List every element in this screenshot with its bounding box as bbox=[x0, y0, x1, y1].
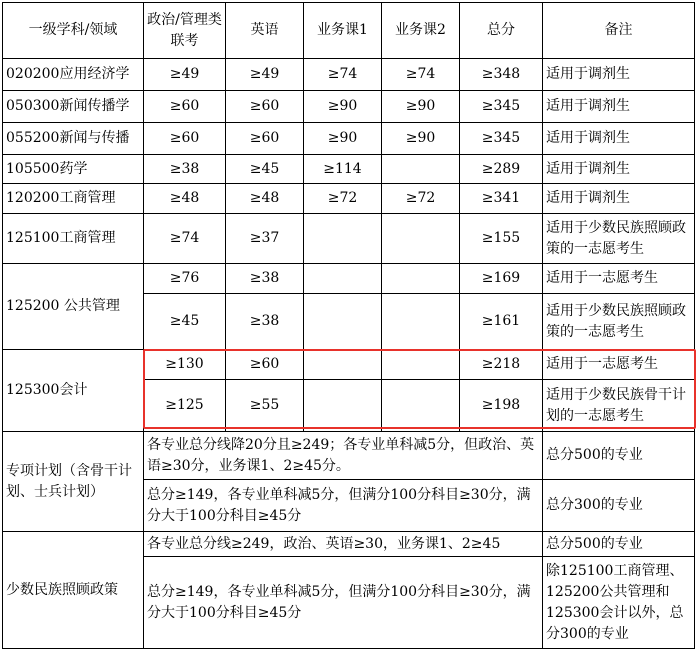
rule-cell: 总分≥149，各专业单科减5分，但满分100分科目≥30分，满分大于100分科目≥45分 bbox=[144, 557, 543, 649]
score-cell: ≥37 bbox=[226, 214, 304, 264]
note-cell: 适用于调剂生 bbox=[543, 184, 695, 214]
subject-cell: 105500药学 bbox=[3, 155, 144, 184]
total-cell: ≥161 bbox=[460, 294, 543, 350]
empty-cell bbox=[382, 380, 460, 432]
rule-cell: 各专业总分线≥249，政治、英语≥30，业务课1、2≥45 bbox=[144, 532, 543, 557]
header-course2: 业务课2 bbox=[382, 3, 460, 59]
score-cell: ≥90 bbox=[304, 91, 382, 123]
header-total: 总分 bbox=[460, 3, 543, 59]
note-cell: 除125100工商管理、125200公共管理和125300会计以外，总分300的专业 bbox=[543, 557, 695, 649]
table-row bbox=[3, 350, 695, 380]
table-row bbox=[3, 123, 695, 155]
score-cell: ≥60 bbox=[226, 123, 304, 155]
subject-cell: 专项计划（含骨干计划、士兵计划） bbox=[3, 432, 144, 532]
total-cell: ≥341 bbox=[460, 184, 543, 214]
score-cell: ≥60 bbox=[144, 91, 226, 123]
note-cell: 总分300的专业 bbox=[543, 480, 695, 532]
total-cell: ≥345 bbox=[460, 91, 543, 123]
total-cell: ≥169 bbox=[460, 264, 543, 294]
score-cell: ≥72 bbox=[304, 184, 382, 214]
total-cell: ≥218 bbox=[460, 350, 543, 380]
subject-cell: 125300会计 bbox=[3, 350, 144, 432]
table-row bbox=[3, 155, 695, 184]
table-row bbox=[3, 59, 695, 91]
subject-cell: 020200应用经济学 bbox=[3, 59, 144, 91]
score-cell bbox=[304, 214, 382, 264]
empty-cell bbox=[304, 264, 382, 294]
score-cell: ≥60 bbox=[226, 91, 304, 123]
empty-cell bbox=[382, 294, 460, 350]
table-row bbox=[3, 184, 695, 214]
note-cell: 适用于一志愿考生 bbox=[543, 350, 695, 380]
score-cell: ≥74 bbox=[304, 59, 382, 91]
header-note: 备注 bbox=[543, 3, 695, 59]
score-cell: ≥38 bbox=[144, 155, 226, 184]
score-cell: ≥76 bbox=[144, 264, 226, 294]
score-cell: ≥49 bbox=[144, 59, 226, 91]
empty-cell bbox=[304, 380, 382, 432]
score-cell: ≥72 bbox=[382, 184, 460, 214]
table-row bbox=[3, 264, 695, 294]
note-cell: 适用于一志愿考生 bbox=[543, 264, 695, 294]
header-subject: 一级学科/领域 bbox=[3, 3, 144, 59]
score-cell: ≥38 bbox=[226, 294, 304, 350]
header-english: 英语 bbox=[226, 3, 304, 59]
score-cell: ≥60 bbox=[226, 350, 304, 380]
subject-cell: 055200新闻与传播 bbox=[3, 123, 144, 155]
note-cell: 适用于调剂生 bbox=[543, 123, 695, 155]
score-cell: ≥48 bbox=[226, 184, 304, 214]
note-cell: 适用于少数民族照顾政策的一志愿考生 bbox=[543, 294, 695, 350]
header-politics: 政治/管理类联考 bbox=[144, 3, 226, 59]
score-cell bbox=[382, 155, 460, 184]
score-cell: ≥45 bbox=[226, 155, 304, 184]
table-row bbox=[3, 91, 695, 123]
score-cell: ≥125 bbox=[144, 380, 226, 432]
subject-cell: 125200 公共管理 bbox=[3, 264, 144, 350]
score-cell bbox=[382, 214, 460, 264]
score-cell: ≥38 bbox=[226, 264, 304, 294]
score-cell: ≥130 bbox=[144, 350, 226, 380]
empty-cell bbox=[382, 264, 460, 294]
score-cell: ≥90 bbox=[382, 91, 460, 123]
table-row bbox=[3, 214, 695, 264]
total-cell: ≥348 bbox=[460, 59, 543, 91]
subject-cell: 125100工商管理 bbox=[3, 214, 144, 264]
score-cell: ≥74 bbox=[382, 59, 460, 91]
total-cell: ≥345 bbox=[460, 123, 543, 155]
total-cell: ≥289 bbox=[460, 155, 543, 184]
note-cell: 总分500的专业 bbox=[543, 532, 695, 557]
score-cell: ≥90 bbox=[304, 123, 382, 155]
score-cell: ≥114 bbox=[304, 155, 382, 184]
score-cell: ≥48 bbox=[144, 184, 226, 214]
score-cell: ≥55 bbox=[226, 380, 304, 432]
rule-cell: 各专业总分线降20分且≥249；各专业单科减5分，但政治、英语≥30分，业务课1、2≥45分。 bbox=[144, 432, 543, 480]
note-cell: 适用于少数民族骨干计划的一志愿考生 bbox=[543, 380, 695, 432]
empty-cell bbox=[304, 294, 382, 350]
table-row bbox=[3, 532, 695, 557]
score-cell: ≥74 bbox=[144, 214, 226, 264]
subject-cell: 050300新闻传播学 bbox=[3, 91, 144, 123]
admission-score-table bbox=[2, 2, 695, 649]
empty-cell bbox=[304, 350, 382, 380]
note-cell: 适用于少数民族照顾政策的一志愿考生 bbox=[543, 214, 695, 264]
note-cell: 适用于调剂生 bbox=[543, 91, 695, 123]
subject-cell: 少数民族照顾政策 bbox=[3, 532, 144, 649]
empty-cell bbox=[382, 350, 460, 380]
total-cell: ≥198 bbox=[460, 380, 543, 432]
header-course1: 业务课1 bbox=[304, 3, 382, 59]
header-row bbox=[3, 3, 695, 59]
rule-cell: 总分≥149，各专业单科减5分，但满分100分科目≥30分，满分大于100分科目≥45分 bbox=[144, 480, 543, 532]
note-cell: 适用于调剂生 bbox=[543, 59, 695, 91]
score-cell: ≥45 bbox=[144, 294, 226, 350]
score-cell: ≥60 bbox=[144, 123, 226, 155]
total-cell: ≥155 bbox=[460, 214, 543, 264]
note-cell: 适用于调剂生 bbox=[543, 155, 695, 184]
subject-cell: 120200工商管理 bbox=[3, 184, 144, 214]
score-cell: ≥90 bbox=[382, 123, 460, 155]
note-cell: 总分500的专业 bbox=[543, 432, 695, 480]
score-cell: ≥49 bbox=[226, 59, 304, 91]
table-row bbox=[3, 432, 695, 480]
